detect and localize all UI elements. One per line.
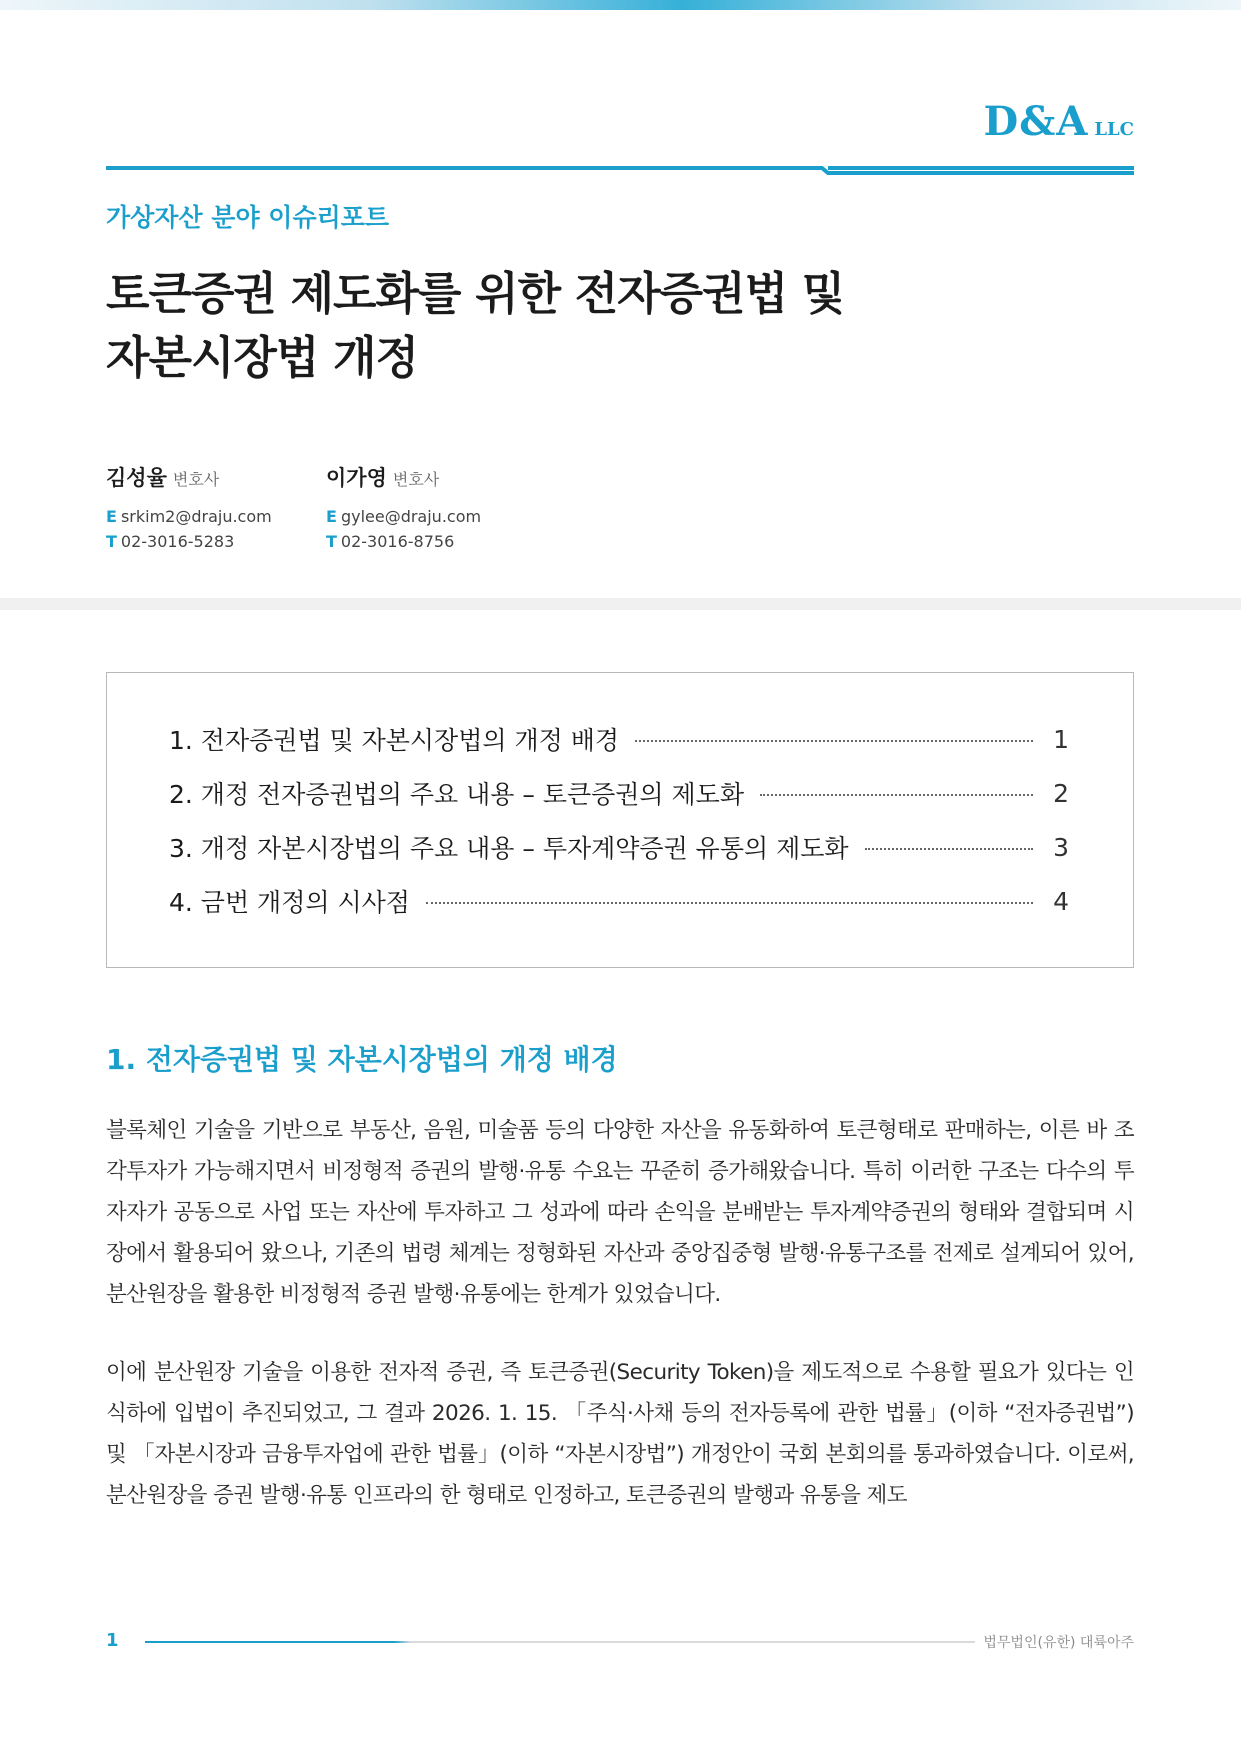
author-tel: 02-3016-5283 <box>120 532 235 551</box>
author-email[interactable]: srkim2@draju.com <box>120 507 272 526</box>
page-number: 1 <box>106 1630 119 1651</box>
header-rule <box>106 165 1134 175</box>
footer-rule <box>145 1641 975 1643</box>
page-title <box>106 262 844 390</box>
toc-item-label: 4. 금번 개정의 시사점 <box>169 888 410 917</box>
author-card <box>326 462 481 554</box>
toc-page-number: 4 <box>1053 886 1069 916</box>
toc-page-number: 1 <box>1053 724 1069 754</box>
title-line-1: 토큰증권 제도화를 위한 전자증권법 및 <box>106 267 845 320</box>
email-label: E <box>326 507 337 526</box>
body-paragraph: 이에 분산원장 기술을 이용한 전자적 증권, 즉 토큰증권(Security Token)을 제도적으로 수용할 필요가 있다는 인식하에 입법이 추진되었고, 그 결과 2026. 1. 15. 「주식·사채 등의 전자등록에 관한 법률」(이하 “전자증권법”) 및 「자본시장과 금융투자업에 관한 법률」(이하 “자본시장법”) 개정안이 국회 본회의를 통과하였습니다. 이로써, 분산원장을 증권 발행·유통 인프라의 한 형태로 인정하고, 토큰증권의 발행과 유통을 제도 <box>106 1360 1134 1508</box>
author-role: 변호사 <box>392 470 440 489</box>
body-paragraph: 블록체인 기술을 기반으로 부동산, 음원, 미술품 등의 다양한 자산을 유동화하여 토큰형태로 판매하는, 이른 바 조각투자가 가능해지면서 비정형적 증권의 발행·유통 수요는 꾸준히 증가해왔습니다. 특히 이러한 구조는 다수의 투자자가 공동으로 사업 또는 자산에 투자하고 그 성과에 따라 손익을 분배받는 투자계약증권의 형태와 결합되며 시장에서 활용되어 왔으나, 기존의 법령 체계는 정형화된 자산과 중앙집중형 발행·유통구조를 전제로 설계되어 있어, 분산원장을 활용한 비정형적 증권 발행·유통에는 한계가 있었습니다. <box>106 1118 1134 1307</box>
toc-leader <box>635 740 1033 742</box>
author-email[interactable]: gylee@draju.com <box>340 507 482 526</box>
author-card <box>106 462 272 554</box>
toc-item[interactable] <box>169 719 1069 759</box>
toc-page-number: 2 <box>1053 778 1069 808</box>
section-heading: 1. 전자증권법 및 자본시장법의 개정 배경 <box>106 1043 618 1076</box>
toc-leader <box>865 848 1033 850</box>
firm-logo <box>984 98 1134 145</box>
toc-item-label: 3. 개정 자본시장법의 주요 내용 – 투자계약증권 유통의 제도화 <box>169 834 849 863</box>
footer-firm-name: 법무법인(유한) 대륙아주 <box>983 1635 1134 1651</box>
email-label: E <box>106 507 117 526</box>
toc-item-label: 1. 전자증권법 및 자본시장법의 개정 배경 <box>169 726 619 755</box>
logo-main: D&A <box>983 98 1089 145</box>
tel-label: T <box>326 532 337 551</box>
report-category: 가상자산 분야 이슈리포트 <box>106 203 390 232</box>
table-of-contents <box>106 672 1134 968</box>
section-divider <box>0 598 1241 610</box>
toc-item[interactable] <box>169 773 1069 813</box>
title-line-2: 자본시장법 개정 <box>106 331 418 384</box>
author-role: 변호사 <box>172 470 220 489</box>
author-name: 김성율 <box>106 466 167 490</box>
toc-leader <box>426 902 1033 904</box>
toc-page-number: 3 <box>1053 832 1069 862</box>
tel-label: T <box>106 532 117 551</box>
toc-item[interactable] <box>169 827 1069 867</box>
author-name: 이가영 <box>326 466 387 490</box>
top-gradient-bar <box>0 0 1241 10</box>
toc-item[interactable] <box>169 881 1069 921</box>
logo-suffix: LLC <box>1094 119 1134 140</box>
toc-leader <box>760 794 1033 796</box>
toc-item-label: 2. 개정 전자증권법의 주요 내용 – 토큰증권의 제도화 <box>169 780 744 809</box>
author-tel: 02-3016-8756 <box>340 532 455 551</box>
